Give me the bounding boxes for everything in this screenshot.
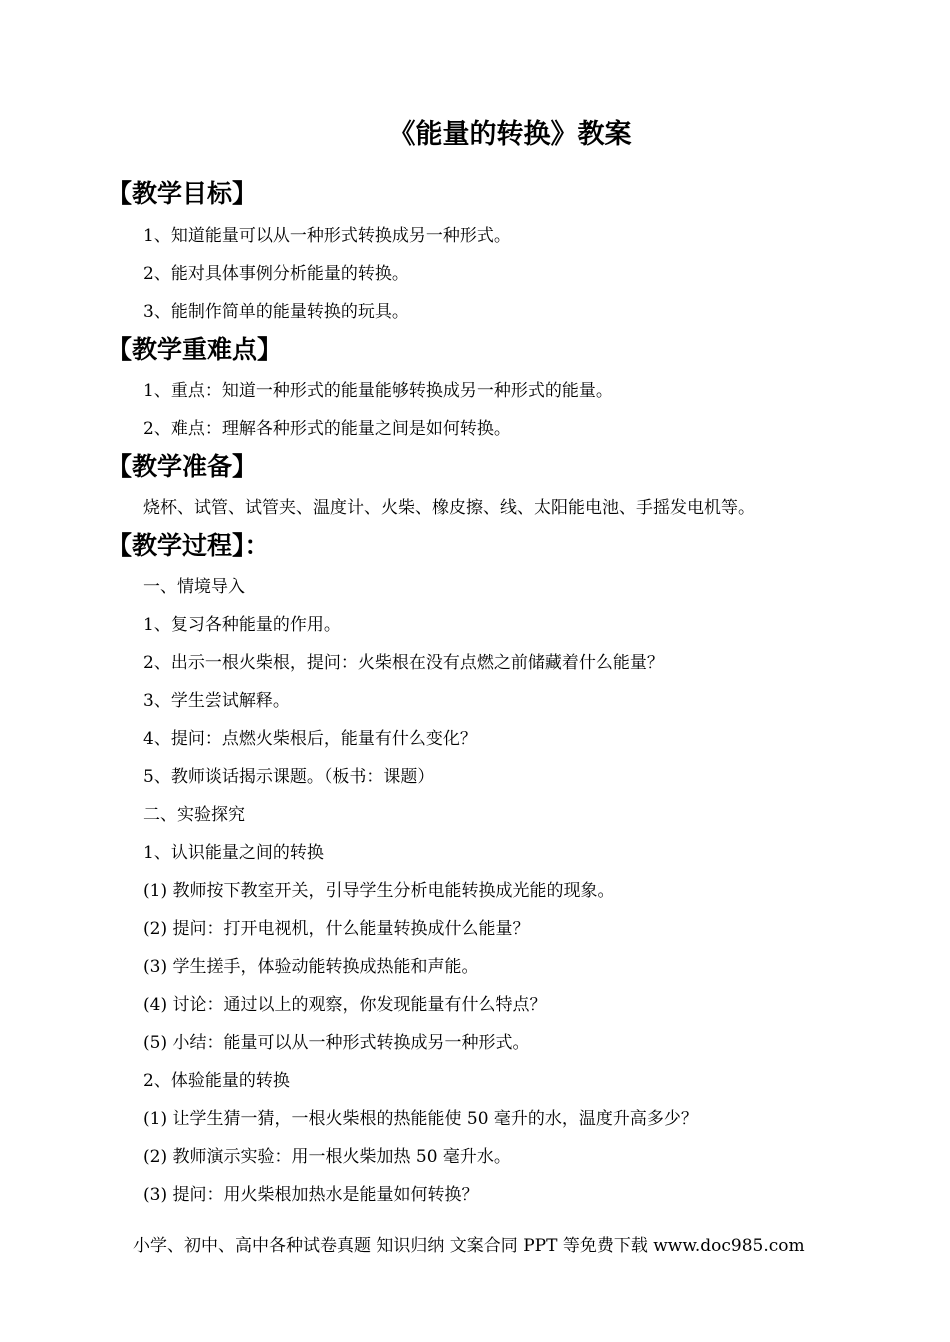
process-line: (1) 教师按下教室开关，引导学生分析电能转换成光能的现象。 bbox=[143, 881, 615, 901]
process-line: (1) 让学生猜一猜，一根火柴根的热能能使 50 毫升的水，温度升高多少？ bbox=[143, 1109, 698, 1129]
key-point-line: 1、重点：知道一种形式的能量能够转换成另一种形式的能量。 bbox=[143, 381, 613, 401]
goal-line: 1、知道能量可以从一种形式转换成另一种形式。 bbox=[143, 226, 511, 246]
process-line: (3) 学生搓手，体验动能转换成热能和声能。 bbox=[143, 957, 479, 977]
process-line: 1、复习各种能量的作用。 bbox=[143, 615, 341, 635]
page-footer: 小学、初中、高中各种试卷真题 知识归纳 文案合同 PPT 等免费下载 www.doc985.com bbox=[133, 1236, 805, 1256]
process-line: 1、认识能量之间的转换 bbox=[143, 843, 324, 863]
process-line: (5) 小结：能量可以从一种形式转换成另一种形式。 bbox=[143, 1033, 530, 1053]
process-line: 一、情境导入 bbox=[143, 577, 245, 597]
section-heading-process: 【教学过程】： bbox=[107, 531, 270, 560]
document-title: 《能量的转换》教案 bbox=[388, 119, 632, 150]
process-line: (4) 讨论：通过以上的观察，你发现能量有什么特点？ bbox=[143, 995, 547, 1015]
section-heading-key-points: 【教学重难点】 bbox=[107, 335, 283, 364]
process-line: 2、体验能量的转换 bbox=[143, 1071, 290, 1091]
process-line: 二、实验探究 bbox=[143, 805, 245, 825]
process-line: 2、出示一根火柴根，提问：火柴根在没有点燃之前储藏着什么能量？ bbox=[143, 653, 664, 673]
section-heading-goals: 【教学目标】 bbox=[107, 179, 258, 208]
key-point-line: 2、难点：理解各种形式的能量之间是如何转换。 bbox=[143, 419, 511, 439]
goal-line: 2、能对具体事例分析能量的转换。 bbox=[143, 264, 409, 284]
process-line: 5、教师谈话揭示课题。（板书：课题） bbox=[143, 767, 435, 787]
section-heading-preparation: 【教学准备】 bbox=[107, 452, 258, 481]
process-line: (3) 提问：用火柴根加热水是能量如何转换？ bbox=[143, 1185, 479, 1205]
process-line: (2) 教师演示实验：用一根火柴加热 50 毫升水。 bbox=[143, 1147, 511, 1167]
process-line: (2) 提问：打开电视机，什么能量转换成什么能量？ bbox=[143, 919, 530, 939]
process-line: 4、提问：点燃火柴根后，能量有什么变化？ bbox=[143, 729, 477, 749]
process-line: 3、学生尝试解释。 bbox=[143, 691, 290, 711]
preparation-line: 烧杯、试管、试管夹、温度计、火柴、橡皮擦、线、太阳能电池、手摇发电机等。 bbox=[143, 498, 755, 518]
goal-line: 3、能制作简单的能量转换的玩具。 bbox=[143, 302, 409, 322]
